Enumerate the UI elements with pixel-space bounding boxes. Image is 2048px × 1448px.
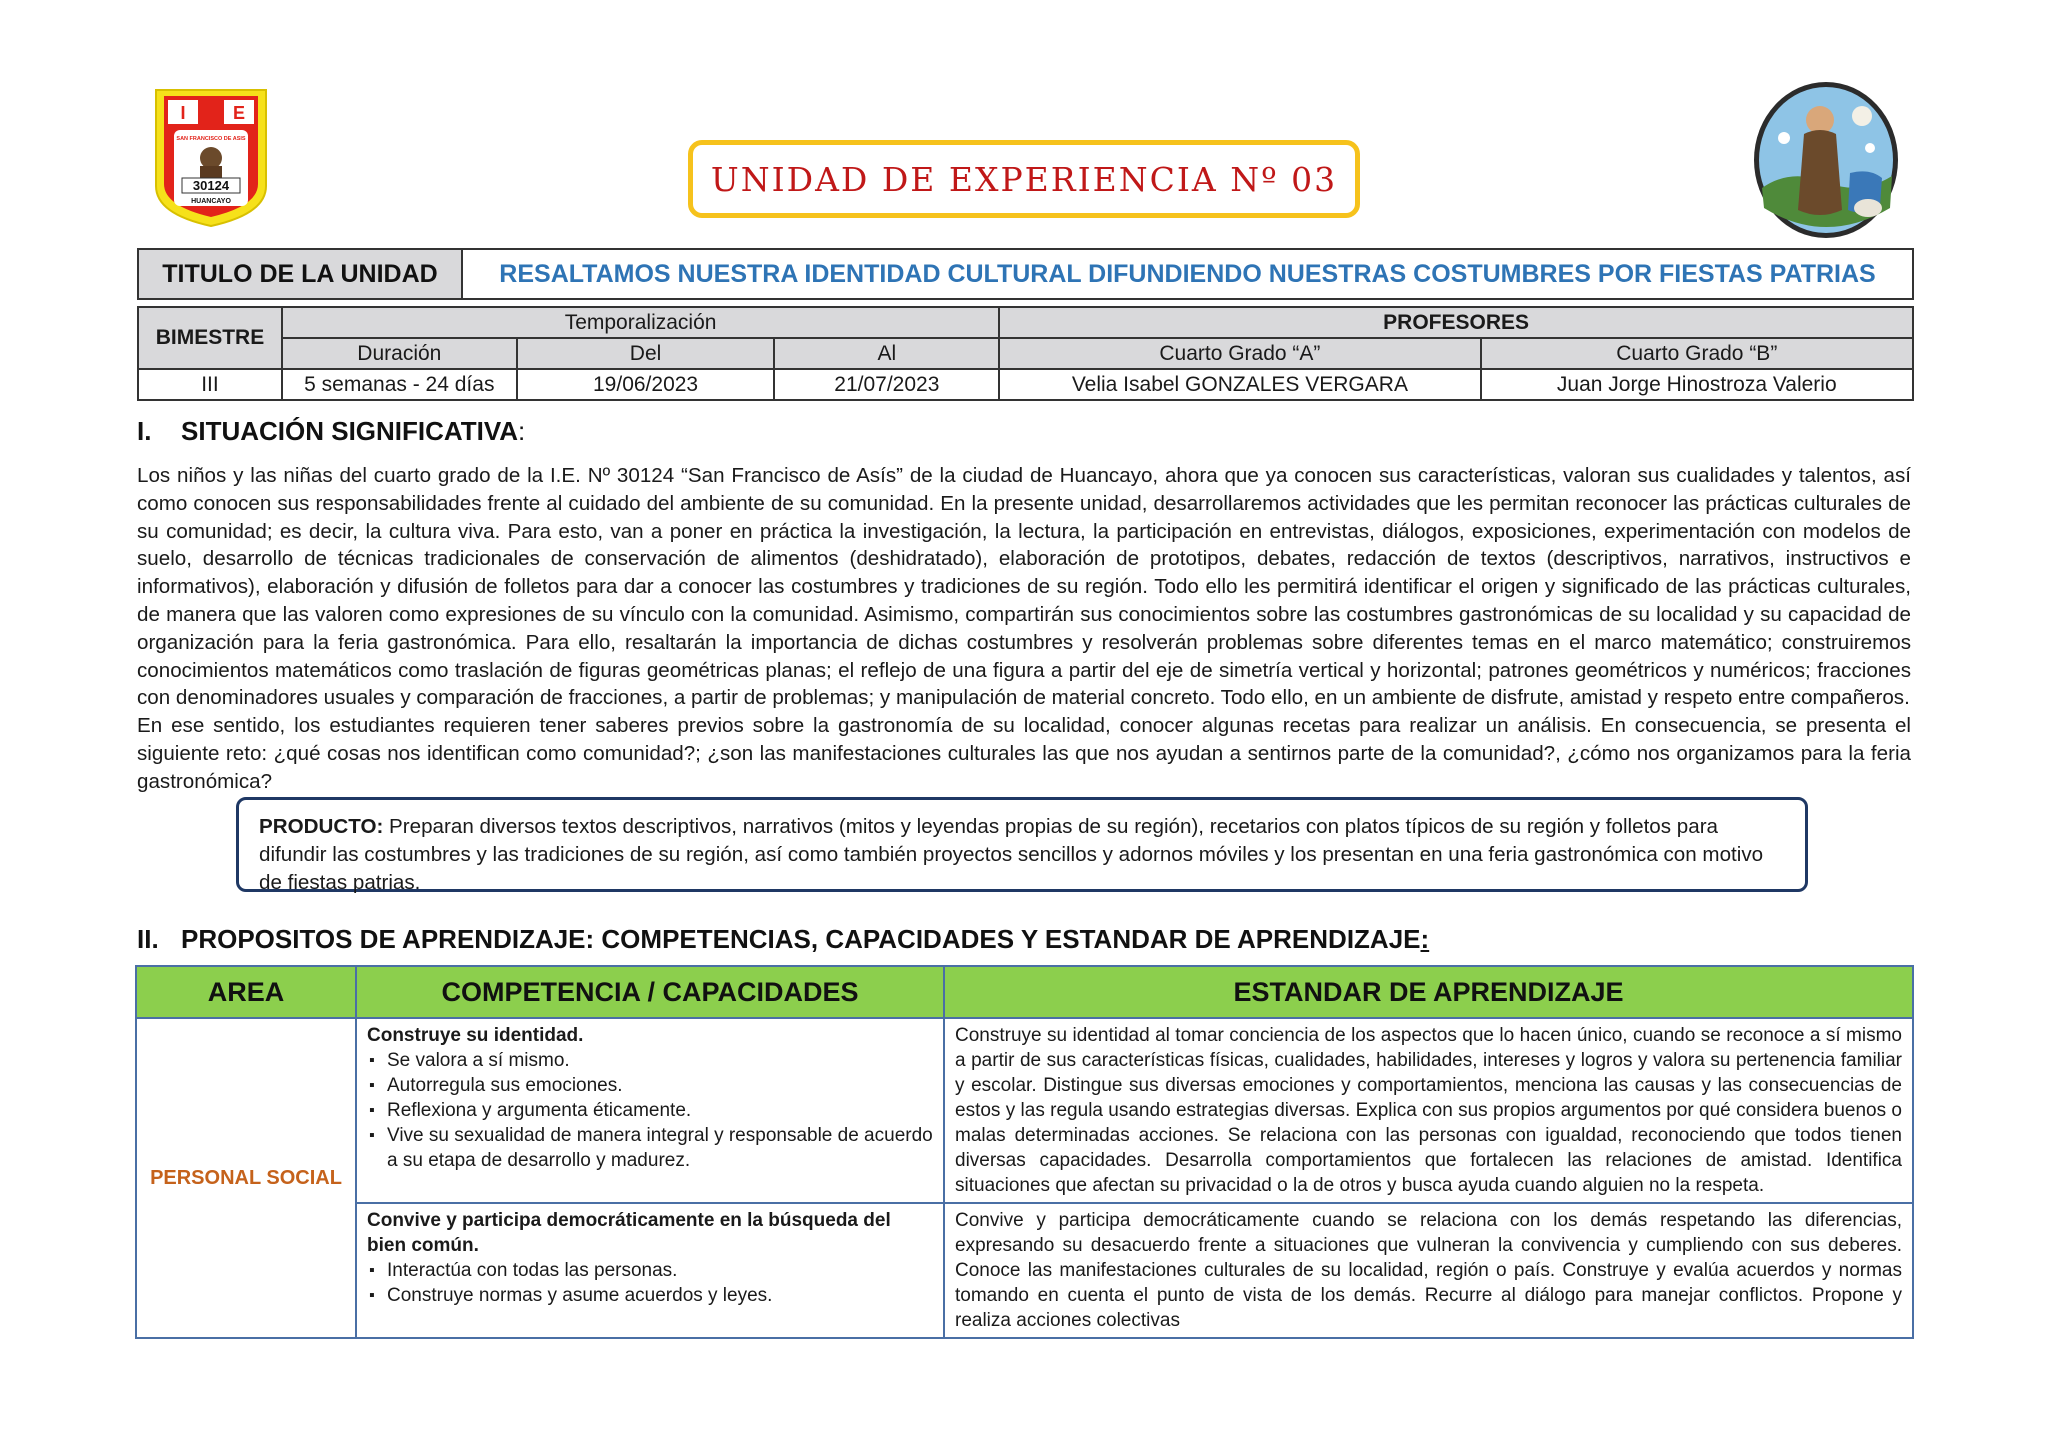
unit-title: UNIDAD DE EXPERIENCIA Nº 03 [688,140,1360,218]
del-value: 19/06/2023 [517,369,775,400]
logo-number: 30124 [192,178,230,193]
section-2-number: II. [137,924,159,954]
profesor-b-value: Juan Jorge Hinostroza Valerio [1481,369,1913,400]
producto-text: Preparan diversos textos descriptivos, narrativos (mitos y leyendas propias de su región), recetarios con platos típicos de su región y folletos para difundir las costumbres y las tradiciones de su región, así como también proyectos sencillos y adornos móviles y los presentan en una feria gastronómica con motivo de fiestas patrias. [259,815,1764,894]
unit-title-value: RESALTAMOS NUESTRA IDENTIDAD CULTURAL DIFUNDIENDO NUESTRAS COSTUMBRES POR FIESTAS PATRIAS [462,249,1913,299]
logo-city: HUANCAYO [191,198,231,205]
competencia-cell [356,1203,944,1338]
list-item: ▪ Autorregula sus emociones. [367,1073,933,1098]
logo-letter-i: I [180,103,186,123]
section-1-colon: : [518,416,526,446]
list-item: ▪ Interactúa con todas las personas. [367,1258,933,1283]
saint-francis-medallion [1750,78,1902,242]
duracion-value: 5 semanas - 24 días [282,369,517,400]
estandar-column-header: ESTANDAR DE APRENDIZAJE [944,966,1913,1018]
section-2-heading [137,924,1429,955]
table-row [136,1018,1913,1203]
competencia-column-header: COMPETENCIA / CAPACIDADES [356,966,944,1018]
section-1-title: SITUACIÓN SIGNIFICATIVA [181,416,519,446]
estandar-cell: Convive y participa democráticamente cuando se relaciona con los demás respetando las diferencias, expresando su desacuerdo frente a situaciones que vulneran la convivencia y cumpliendo con sus deberes. Conoce las manifestaciones culturales de su localidad, región o país. Construye y evalúa acuerdos y normas tomando en cuenta el punto de vista de los demás. Recurre al diálogo para manejar conflictos. Propone y realiza acciones colectivas [944,1203,1913,1338]
estandar-cell: Construye su identidad al tomar conciencia de los aspectos que lo hacen único, cuando se reconoce a sí mismo a partir de sus características físicas, cualidades, habilidades, intereses y logros y valora su pertenencia familiar y escolar. Distingue sus diversas emociones y comportamientos, menciona las causas y las consecuencias de estos y las regula usando estrategias diversas. Explica con sus propios argumentos por qué considera buenos o malas determinadas acciones. Se relaciona con las personas con igualdad, reconociendo que todos tienen diversas capacidades. Desarrolla comportamientos que fortalecen las relaciones de amistad. Identifica situaciones que afectan su privacidad o la de otros y busca ayuda cuando alguien no la respeta. [944,1018,1913,1203]
table-row [136,1203,1913,1338]
propositos-table [135,965,1914,1339]
school-logo [152,86,270,228]
competencia-title: Convive y participa democráticamente en la búsqueda del bien común. [367,1210,891,1256]
area-personal-social: PERSONAL SOCIAL [136,1018,356,1338]
situacion-paragraph-2: En ese sentido, los estudiantes requieren tener saberes previos sobre la gastronomía de su localidad, conocer algunas recetas para realizar un análisis. En consecuencia, se presenta el siguiente reto: ¿qué cosas nos identifican como comunidad?; ¿son las manifestaciones culturales las que nos ayudan a sentirnos parte de la comunidad?, ¿cómo nos organizamos para la feria gastronómica? [137,714,1911,793]
producto-box [236,797,1808,892]
section-1-number: I. [137,416,152,446]
schedule-table [137,306,1914,401]
list-item: ▪ Se valora a sí mismo. [367,1048,933,1073]
bimestre-value: III [138,369,282,400]
producto-label: PRODUCTO: [259,815,384,838]
competencia-title: Construye su identidad. [367,1025,584,1046]
situacion-paragraph-1: Los niños y las niñas del cuarto grado de la I.E. Nº 30124 “San Francisco de Asís” de la ciudad de Huancayo, ahora que ya conocen sus características, valoran sus cualidades y talentos, así como conocen sus responsabilidades frente al cuidado del ambiente de su comunidad. En la presente unidad, desarrollaremos actividades que les permitan reconocer las prácticas culturales de su comunidad; es decir, la cultura viva. Para esto, van a poner en práctica la investigación, la lectura, la participación en entrevistas, diálogos, exposiciones, experimentación con modelos de suelo, desarrollo de técnicas tradicionales de conservación de alimentos (deshidratado), elaboración de prototipos, debates, redacción de textos (descriptivos, narrativos, instructivos e informativos), elaboración y difusión de folletos para dar a conocer las costumbres y tradiciones de su región. Todo ello les permitirá identificar el origen y significado de las prácticas culturales, de manera que las valoren como expresiones de su vínculo con la comunidad. Asimismo, compartirán sus conocimientos sobre las costumbres gastronómicas de su localidad y su capacidad de organización para la feria gastronómica. Para ello, resaltarán la importancia de dichas costumbres y resolverán problemas sobre diferentes temas en el marco matemático; construiremos conocimientos matemáticos como traslación de figuras geométricas planas; el reflejo de una figura a partir del eje de simetría vertical y horizontal; patrones geométricos y numéricos; fracciones con denominadores usuales y comparación de fracciones, a partir de problemas; y manipulación de material concreto. Todo ello, en un ambiente de disfrute, amistad y respeto entre compañeros. [137,464,1911,710]
area-column-header: AREA [136,966,356,1018]
logo-motto: SAN FRANCISCO DE ASIS [176,136,246,142]
situacion-significativa-text [137,462,1911,796]
grado-b-header: Cuarto Grado “B” [1481,338,1913,369]
del-header: Del [517,338,775,369]
competencia-cell [356,1018,944,1203]
capacidades-list [367,1258,933,1308]
capacidades-list [367,1048,933,1173]
profesor-a-value: Velia Isabel GONZALES VERGARA [999,369,1480,400]
section-2-colon: : [1420,924,1430,954]
logo-letter-e: E [232,103,246,123]
temporalizacion-header: Temporalización [282,307,999,338]
list-item: ▪ Reflexiona y argumenta éticamente. [367,1098,933,1123]
profesores-header: PROFESORES [999,307,1913,338]
unit-title-table [137,248,1914,300]
grado-a-header: Cuarto Grado “A” [999,338,1480,369]
section-1-heading [137,416,525,447]
list-item: ▪ Construye normas y asume acuerdos y leyes. [367,1283,933,1308]
section-2-title: PROPOSITOS DE APRENDIZAJE: COMPETENCIAS, CAPACIDADES Y ESTANDAR DE APRENDIZAJE [181,924,1421,954]
list-item: ▪ Vive su sexualidad de manera integral y responsable de acuerdo a su etapa de desarrollo y madurez. [367,1123,933,1173]
al-header: Al [774,338,999,369]
al-value: 21/07/2023 [774,369,999,400]
duracion-header: Duración [282,338,517,369]
bimestre-header: BIMESTRE [138,307,282,369]
unit-title-label: TITULO DE LA UNIDAD [138,249,462,299]
